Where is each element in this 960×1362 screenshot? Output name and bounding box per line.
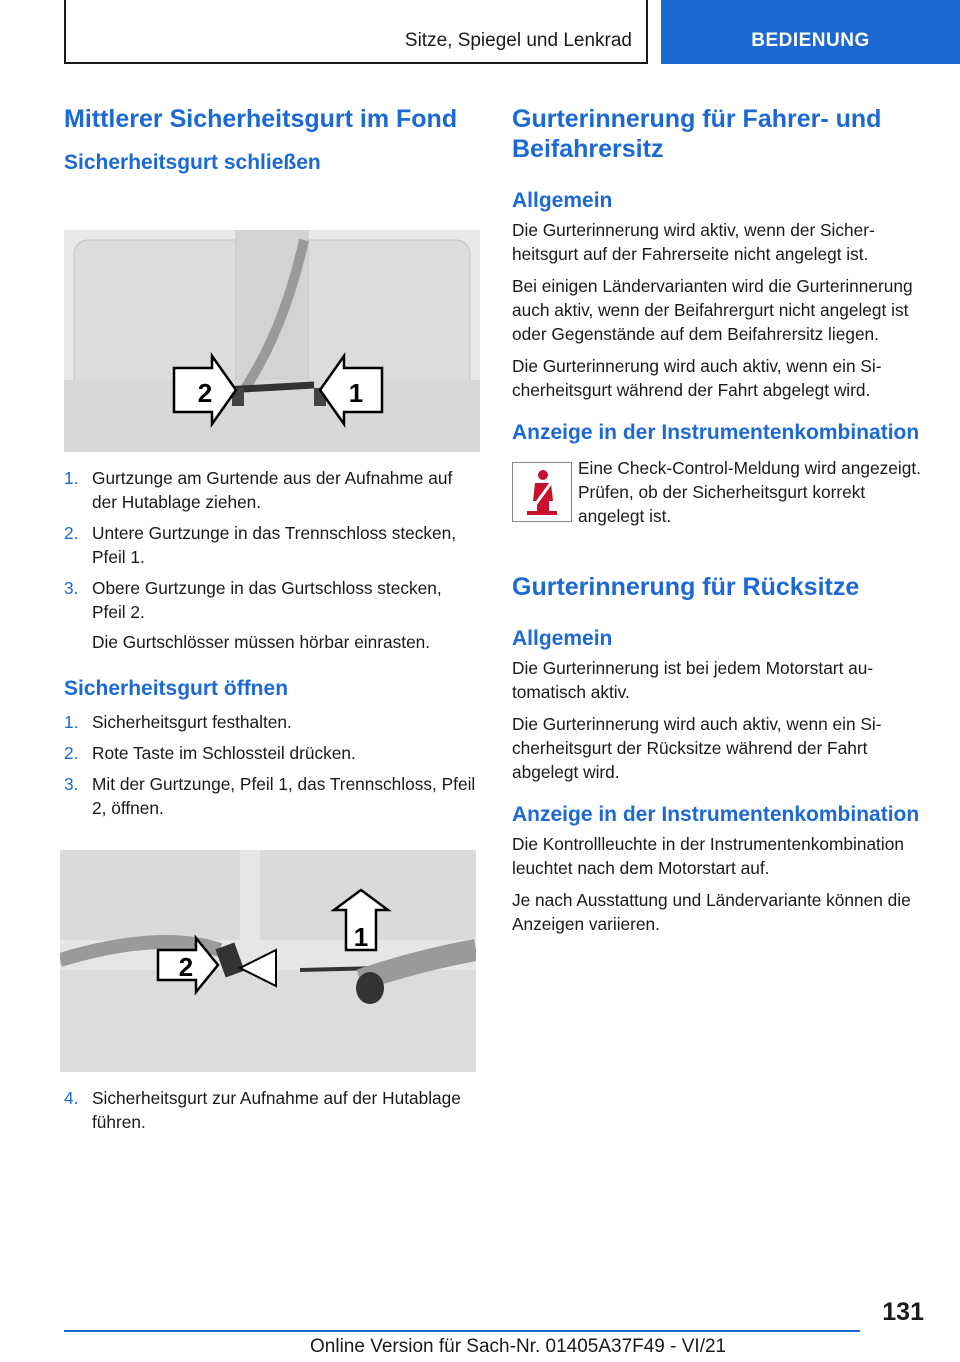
step-number: 2. <box>64 743 79 763</box>
step4-block <box>64 1086 480 1141</box>
step-number: 3. <box>64 578 79 598</box>
list-item <box>64 576 480 654</box>
fig2-label-2: 2 <box>178 952 194 982</box>
heading-display-1: Anzeige in der Instrumentenkombination <box>512 421 920 444</box>
step-text: Gurtzunge am Gurtende aus der Aufnahme auf der Hutablage ziehen. <box>92 468 453 512</box>
step-text: Obere Gurtzunge in das Gurtschloss stecken, Pfeil 2. <box>92 578 442 622</box>
list-item <box>64 710 480 734</box>
heading-middle-seatbelt: Mittlerer Sicherheitsgurt im Fond <box>64 105 458 133</box>
chapter-tab[interactable] <box>661 0 960 64</box>
heading-belt-reminder-front: Gurterinnerung für Fahrer- und Beifahrersitz <box>512 105 882 163</box>
close-steps-list <box>64 466 480 654</box>
step-note: Die Gurtschlösser müssen hörbar einrasten. <box>92 632 431 652</box>
seatbelt-warning-icon <box>512 462 572 522</box>
left-column <box>64 104 480 176</box>
page-number: 131 <box>882 1298 924 1326</box>
step-text: Mit der Gurtzunge, Pfeil 1, das Trennschloss, Pfeil 2, öffnen. <box>92 774 476 818</box>
heading-open-belt: Sicherheitsgurt öffnen <box>64 677 289 700</box>
step-number: 1. <box>64 468 79 488</box>
heading-close-belt: Sicherheitsgurt schließen <box>64 151 321 174</box>
right-column <box>512 104 926 936</box>
fig1-label-1: 1 <box>348 378 364 408</box>
list-item <box>64 1086 480 1134</box>
list-item <box>64 772 480 820</box>
close-steps-block <box>64 466 480 827</box>
figure-close-belt <box>64 230 480 452</box>
paragraph: Je nach Ausstattung und Ländervariante können die Anzeigen variieren. <box>512 890 911 934</box>
footer-online-version: Online Version für Sach-Nr. 01405A37F49 - VI/21 <box>310 1336 727 1357</box>
list-item <box>64 741 480 765</box>
rear-seat-illustration-2 <box>60 850 476 1072</box>
heading-general-1: Allgemein <box>512 189 613 212</box>
step-number: 2. <box>64 523 79 543</box>
paragraph: Die Gurterinnerung wird auch aktiv, wenn ein Sicherheitsgurt der Rücksitze während der Fahrt abgelegt wird. <box>512 714 882 782</box>
footer-divider <box>64 1330 860 1332</box>
step-text: Sicherheitsgurt festhalten. <box>92 712 292 732</box>
rear-seat-illustration-1 <box>64 230 480 452</box>
heading-belt-reminder-rear: Gurterinnerung für Rücksitze <box>512 573 860 601</box>
figure-open-belt <box>60 850 476 1072</box>
paragraph: Bei einigen Ländervarianten wird die Gurterinnerung auch aktiv, wenn der Beifahrergurt nicht angelegt ist oder Gegenstände auf dem Beifahrersitz liegen. <box>512 276 913 344</box>
step-text: Rote Taste im Schlossteil drücken. <box>92 743 356 763</box>
heading-display-2: Anzeige in der Instrumentenkombination <box>512 803 920 826</box>
step-number: 1. <box>64 712 79 732</box>
chapter-tab-label: BEDIENUNG <box>751 30 870 51</box>
fig1-label-2: 2 <box>197 378 213 408</box>
paragraph: Die Gurterinnerung wird auch aktiv, wenn ein Sicherheitsgurt während der Fahrt abgelegt wird. <box>512 356 882 400</box>
step4-list <box>64 1086 480 1134</box>
header-section-box <box>64 0 648 64</box>
paragraph: Die Kontrollleuchte in der Instrumentenkombination leuchtet nach dem Motorstart auf. <box>512 834 904 878</box>
list-item <box>64 521 480 569</box>
fig2-label-1: 1 <box>353 922 369 952</box>
open-steps-list <box>64 710 480 820</box>
icon-row <box>512 456 926 544</box>
step-text: Sicherheitsgurt zur Aufnahme auf der Hutablage führen. <box>92 1088 461 1132</box>
icon-description: Eine Check-Control-Meldung wird angezeigt. Prüfen, ob der Sicherheitsgurt korrekt angelegt ist. <box>578 458 921 526</box>
step-number: 4. <box>64 1088 79 1108</box>
paragraph: Die Gurterinnerung ist bei jedem Motorstart automatisch aktiv. <box>512 658 874 702</box>
heading-general-2: Allgemein <box>512 627 613 650</box>
paragraph: Die Gurterinnerung wird aktiv, wenn der Sicherheitsgurt auf der Fahrerseite nicht angelegt ist. <box>512 220 875 264</box>
section-title: Sitze, Spiegel und Lenkrad <box>404 30 632 51</box>
list-item <box>64 466 480 514</box>
step-text: Untere Gurtzunge in das Trennschloss stecken, Pfeil 1. <box>92 523 457 567</box>
step-number: 3. <box>64 774 79 794</box>
